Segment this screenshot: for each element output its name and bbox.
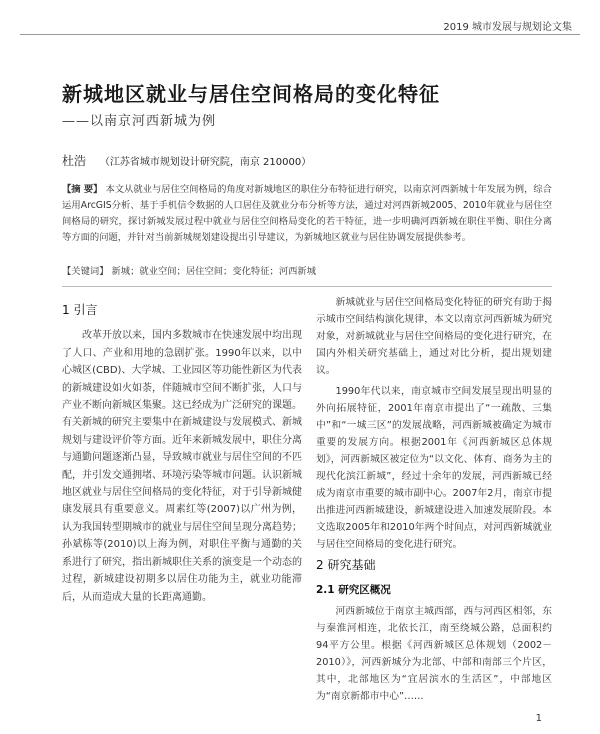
right-column xyxy=(316,294,552,709)
author-name: 杜浩 xyxy=(62,154,87,168)
right-paragraph-1: 新城就业与居住空间格局变化特征的研究有助于揭示城市空间结构演化规律，本文以南京河西新城为研究对象，对新城就业与居住空间格局的变化进行研究，在国内外相关研究基础上，通过对比分析，提出规划建议。 xyxy=(316,297,552,376)
abstract xyxy=(62,182,552,246)
article-title: 新城地区就业与居住空间格局的变化特征 xyxy=(62,82,440,106)
author-affiliation: （江苏省城市规划设计研究院，南京 210000） xyxy=(99,157,312,168)
article-subtitle: ——以南京河西新城为例 xyxy=(62,114,217,129)
right-paragraph-2: 1990年代以来，南京城市空间发展呈现出明显的外向拓展特征，2001年南京市提出了“一疏散、三集中”和“一城三区”的发展战略，河西新城被确定为城市重要的发展方向。根据2001年《河西新城区总体规划》，河西新城区被定位为“以文化、体育、商务为主的现代化滨江新城”，经过十余年的发展，河西新城已经成为南京市重要的城市副中心。2007年2月，南京市提出推进河西新城建设，新城建设进入加速发展阶段。本文选取2005年和2010年两个时间点，对河西新城就业与居住空间格局的变化进行研究。 xyxy=(316,386,552,550)
author-line xyxy=(62,152,311,169)
intro-paragraph: 改革开放以来，国内多数城市在快速发展中均出现了人口、产业和用地的急剧扩张。1990年以来，以中心城区(CBD)、大学城、工业园区等功能性新区为代表的新城建设如火如荼，伴随城市空间不断扩张，人口与产业不断向新城区集聚。这已经成为广泛研究的课题。有关新城的研究主要集中在新城建设与发展模式、新城规划与建设评价等方面。近年来新城发展中，职住分离与通勤问题逐渐凸显，导致城市就业与居住空间的不匹配，并引发交通拥堵、环境污染等城市问题。认识新城地区就业与居住空间格局的变化特征，对于引导新城健康发展具有重要意义。周素红等(2007)以广州为例，认为我国转型期城市的就业与居住空间呈现分离趋势；孙斌栋等(2010)以上海为例，对职住平衡与通勤的关系进行了研究，指出新城职住关系的演变是一个动态的过程，新城建设初期多以居住功能为主，就业功能滞后，从而造成大量的长距离通勤。 xyxy=(62,330,302,603)
right-paragraph-3: 河西新城位于南京主城西部，西与河西区相邻，东与秦淮河相连，北依长江，南至绕城公路，总面积约94平方公里。根据《河西新城区总体规划（2002－2010）》，河西新城分为北部、中部和南部三个片区，其中，北部地区为“宜居滨水的生活区”，中部地区为“南京新都市中心”…… xyxy=(316,606,552,702)
keywords-text: 新城；就业空间；居住空间；变化特征；河西新城 xyxy=(111,266,317,277)
abstract-label: 【摘 要】 xyxy=(62,184,103,195)
left-column xyxy=(62,300,302,610)
page-number: 1 xyxy=(535,713,542,724)
running-head: 2019 城市发展与规划论文集 xyxy=(443,22,572,33)
keywords xyxy=(62,264,552,280)
section-divider xyxy=(62,286,552,287)
header-rule xyxy=(20,34,580,35)
abstract-text: 本文从就业与居住空间格局的角度对新城地区的职住分布特征进行研究，以南京河西新城十年发展为例，综合运用ArcGIS分析、基于手机信令数据的人口居住及就业分布分析等方法，通过对河西新城2005、2010年就业与居住空间格局的研究，探讨新城发展过程中就业与居住空间格局变化的若干特征，进一步明确河西新城在职住平衡、职住分离等方面的问题，并针对当前新城规划建设提出引导建议，为新城地区就业与居住协调发展提供参考。 xyxy=(62,184,552,243)
sub-heading-study-area: 2.1 研究区概况 xyxy=(316,584,391,596)
section-heading-basis: 2 研究基础 xyxy=(316,558,376,572)
section-heading-intro: 1 引言 xyxy=(62,303,98,317)
keywords-label: 【关键词】 xyxy=(62,266,109,277)
